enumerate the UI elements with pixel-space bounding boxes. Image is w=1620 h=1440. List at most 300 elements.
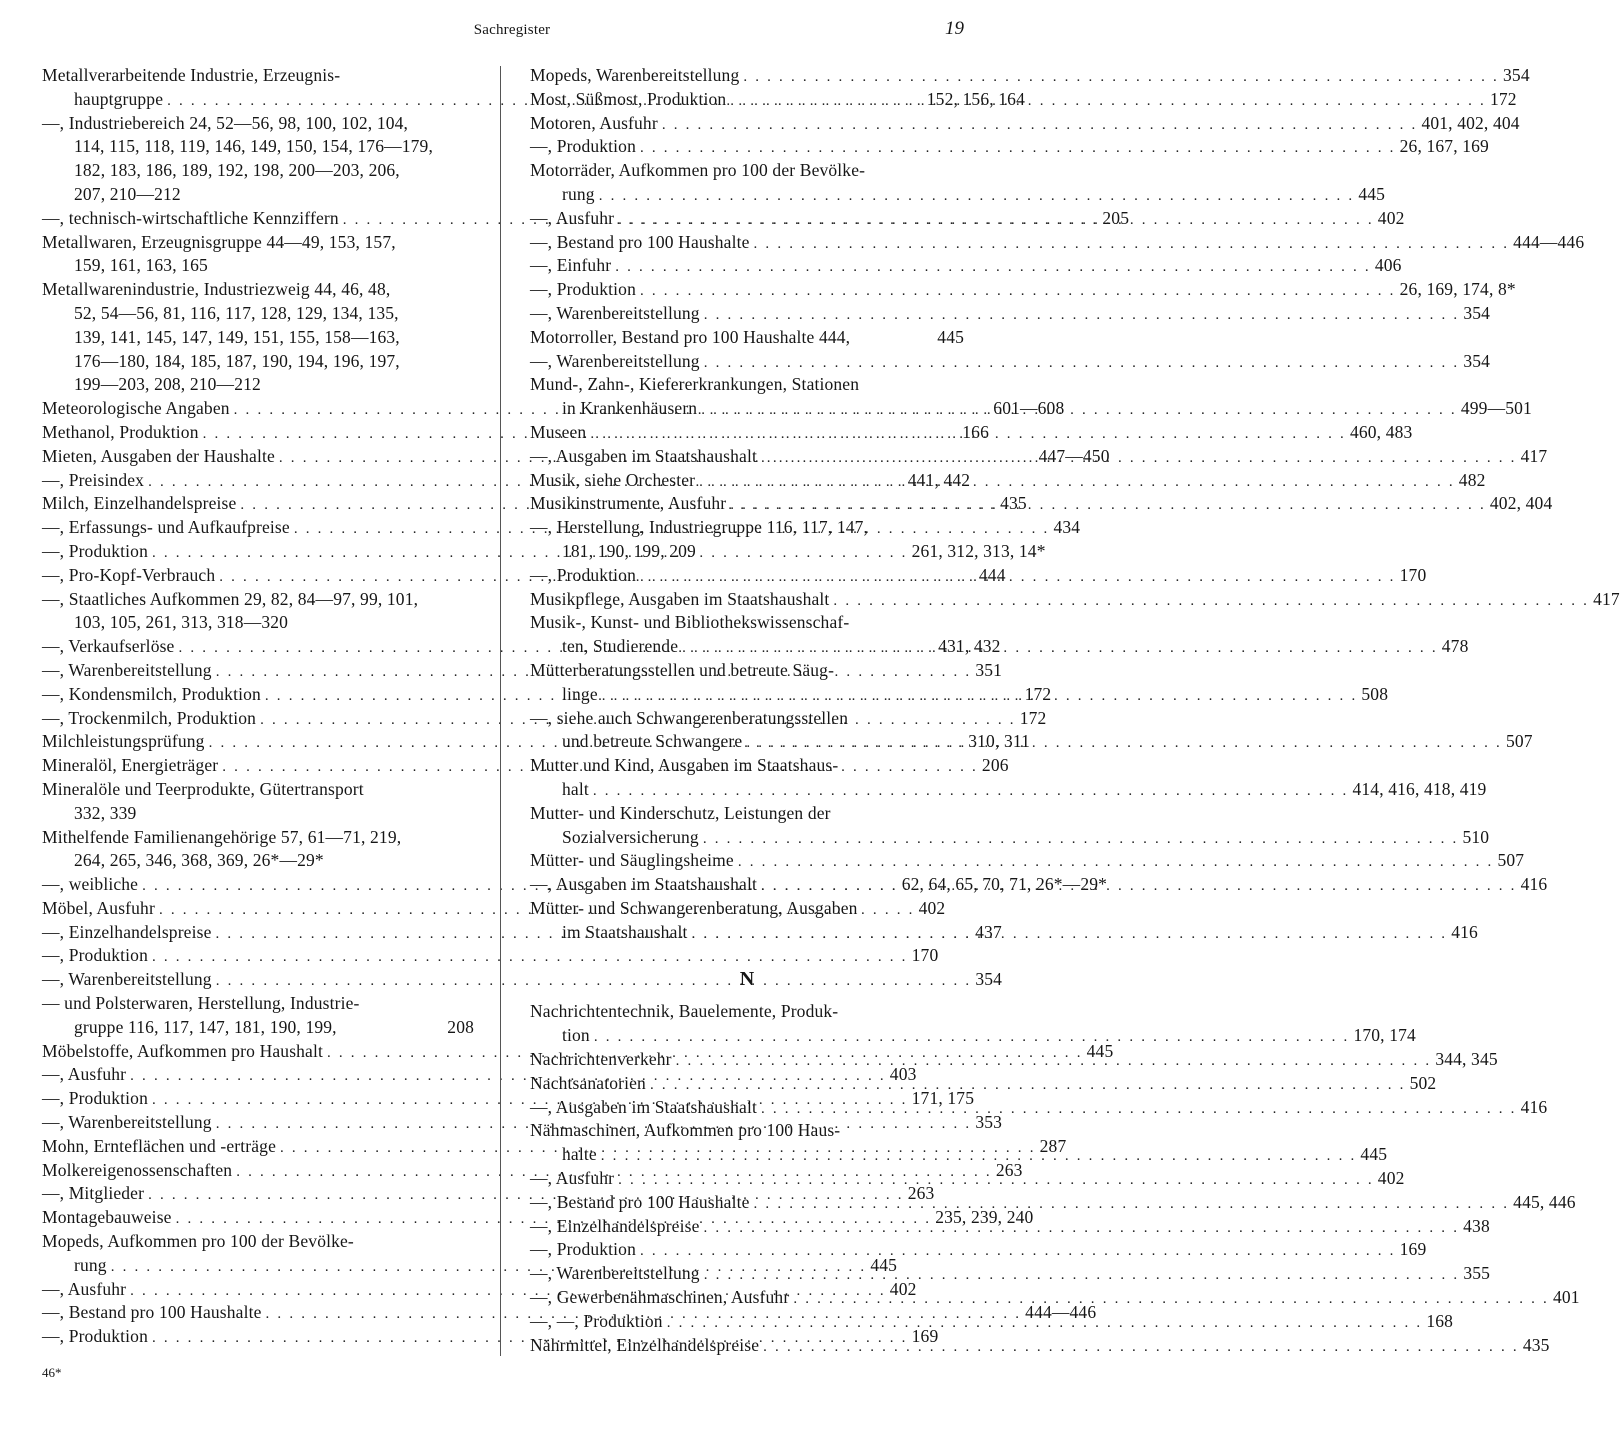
entry-page-refs: 62, 64, 65, 70, 71, 26*—29* [901, 874, 1108, 895]
index-entry-line [530, 1072, 1437, 1096]
entry-text: —, Kondensmilch, Produktion [42, 683, 261, 704]
entry-page-refs: 416 [1451, 921, 1478, 942]
entry-page-refs: 441, 442 [907, 469, 971, 490]
index-entry-line [42, 778, 474, 802]
index-entry [530, 326, 964, 350]
entry-page-refs: 172 [1019, 707, 1047, 728]
dot-leader [676, 1050, 1432, 1074]
entry-text: —, Ausfuhr [42, 1278, 127, 1299]
entry-text: Mithelfende Familienangehörige 57, 61—71, 219, [42, 826, 402, 847]
entry-text: 139, 141, 145, 147, 149, 151, 155, 158—163, [74, 326, 400, 347]
dot-leader [701, 399, 1457, 423]
index-entry-line [42, 350, 474, 374]
entry-page-refs: 169 [1399, 1239, 1427, 1260]
index-entry [530, 231, 1585, 255]
entry-page-refs: 434 [1053, 517, 1081, 538]
entry-page-refs: 414, 416, 418, 419 [1352, 778, 1487, 799]
entry-text: Nähmaschinen, Aufkommen pro 100 Haus- [530, 1120, 841, 1141]
entry-text: Motorräder, Aufkommen pro 100 der Bevölke- [530, 160, 866, 181]
section-letter-heading: N [739, 968, 755, 991]
index-entry [42, 588, 474, 636]
index-entry-line [42, 1230, 474, 1254]
entry-page-refs: 261, 312, 313, 14* [911, 540, 1046, 561]
index-entry [530, 112, 1520, 136]
index-entry [530, 588, 1620, 612]
entry-page-refs: 263 [907, 1183, 935, 1204]
index-entry-line [42, 326, 474, 350]
index-entry-line [42, 254, 474, 278]
entry-text: —, Produktion [42, 1326, 148, 1347]
entry-page-refs: 417 [1593, 588, 1620, 609]
entry-page-refs: 482 [1458, 469, 1486, 490]
index-entry-line [530, 1238, 1427, 1262]
dot-leader [615, 256, 1371, 280]
entry-page-refs: 402 [918, 897, 946, 918]
entry-page-refs: 263 [995, 1159, 1023, 1180]
entry-text: 199—203, 208, 210—212 [74, 374, 261, 395]
entry-text: 207, 210—212 [74, 183, 181, 204]
dot-leader [730, 90, 1486, 114]
entry-page-refs: 601—608 [993, 398, 1065, 419]
entry-text: 182, 183, 186, 189, 192, 198, 200—203, 206, [74, 160, 400, 181]
entry-text: Milchleistungsprüfung [42, 731, 205, 752]
entry-text: im Staatshaushalt [562, 921, 688, 942]
index-entry-line [530, 1000, 964, 1024]
index-entry [530, 1072, 1437, 1096]
index-entry-line [530, 707, 964, 731]
index-entry-line [42, 588, 474, 612]
index-entry-line [42, 112, 474, 136]
dot-leader [593, 780, 1349, 804]
dot-leader [754, 233, 1510, 257]
index-entry [530, 1000, 1416, 1048]
index-entry-line [530, 1262, 1491, 1286]
entry-text: Metallverarbeitende Industrie, Erzeugnis- [42, 65, 341, 85]
entry-text: Möbelstoffe, Aufkommen pro Haushalt [42, 1040, 323, 1061]
entry-page-refs: 438 [1463, 1215, 1490, 1236]
index-entry [42, 231, 474, 279]
entry-page-refs: 508 [1361, 683, 1389, 704]
dot-leader [746, 732, 1502, 756]
entry-text: Museen [530, 421, 587, 442]
index-entry-line [42, 802, 474, 826]
index-entry-line [530, 897, 964, 921]
entry-page-refs: 499—501 [1460, 398, 1532, 419]
index-entry-line [530, 64, 1530, 88]
entry-page-refs: 445 [1360, 1144, 1388, 1165]
entry-page-refs: 401 [1552, 1287, 1580, 1308]
entry-page-refs: 354 [1503, 65, 1530, 85]
index-entry-line [530, 302, 1491, 326]
entry-text: 264, 265, 346, 368, 369, 26*—29* [74, 850, 324, 871]
dot-leader [692, 923, 1448, 947]
entry-text: Most, Süßmost, Produktion [530, 88, 727, 109]
entry-text: Motoren, Ausfuhr [530, 112, 658, 133]
index-entry-line [530, 183, 1386, 207]
index-entry [530, 516, 964, 564]
index-entry [42, 778, 474, 826]
index-entry-line [530, 516, 964, 540]
index-entry-line [530, 350, 1491, 374]
entry-text: 114, 115, 118, 119, 146, 149, 150, 154, 176—179, [74, 136, 433, 157]
dot-leader [601, 1145, 1357, 1169]
index-entry-line [530, 135, 1489, 159]
entry-page-refs: 507 [1497, 850, 1525, 871]
dot-leader [590, 423, 1346, 447]
entry-page-refs: 401, 402, 404 [1421, 112, 1520, 133]
entry-page-refs: 168 [1426, 1310, 1454, 1331]
entry-text: Mutter und Kind, Ausgaben im Staatshaus- [530, 755, 839, 776]
entry-text: —, Produktion [530, 1239, 636, 1260]
running-header: Sachregister [473, 22, 551, 38]
entry-text: —, Trockenmilch, Produktion [42, 707, 257, 728]
index-entry [530, 302, 1491, 326]
index-entry-line [42, 302, 474, 326]
index-entry [530, 1238, 1427, 1262]
dot-leader [704, 352, 1460, 376]
entry-page-refs: 310, 311 [968, 731, 1031, 752]
entry-text: Sozialversicherung [562, 826, 699, 847]
entry-page-refs: 435 [1000, 493, 1027, 514]
entry-text: —, Bestand pro 100 Haushalte [530, 1191, 750, 1212]
entry-text: 181, 190, 199, 209 [562, 540, 696, 561]
entry-text: Nachtsanatorien [530, 1072, 646, 1093]
entry-text: Molkereigenossenschaften [42, 1159, 233, 1180]
entry-text: —, Einzelhandelspreise [42, 921, 212, 942]
entry-text: Montagebauweise [42, 1207, 172, 1228]
entry-page-refs: 445 [1086, 1040, 1114, 1061]
entry-text: Mohn, Ernteflächen und -erträge [42, 1135, 276, 1156]
dot-leader [761, 875, 1517, 899]
entry-page-refs: 351 [975, 659, 1003, 680]
index-entry [530, 1286, 1580, 1310]
entry-page-refs: 170 [1399, 564, 1427, 585]
index-entry [42, 278, 474, 397]
entry-text: —, Preisindex [42, 469, 145, 490]
entry-page-refs: 460, 483 [1349, 421, 1413, 442]
entry-text: Mineralöl, Energieträger [42, 755, 219, 776]
entry-text: 103, 105, 261, 313, 318—320 [74, 612, 289, 633]
entry-text: —, technisch-wirtschaftliche Kennziffern [42, 207, 339, 228]
index-entry [42, 968, 1003, 992]
entry-text: —, Produktion [530, 564, 636, 585]
entry-text: Musikpflege, Ausgaben im Staatshaushalt [530, 588, 830, 609]
entry-text: —, siehe auch Schwangerenberatungsstellen [530, 707, 849, 728]
index-entry-line [42, 944, 939, 968]
entry-text: Methanol, Produktion [42, 421, 199, 442]
index-entry-line [530, 159, 964, 183]
entry-text: —, Ausfuhr [530, 1168, 615, 1189]
entry-text: —, —, Produktion [530, 1310, 663, 1331]
entry-text: Musik, siehe Orchester [530, 469, 696, 490]
entry-text: Mütterberatungsstellen und betreute Säug- [530, 659, 835, 680]
index-entry-line [530, 778, 1487, 802]
entry-page-refs: 235, 239, 240 [935, 1207, 1034, 1228]
index-entry [42, 992, 474, 1040]
entry-text: —, Mitglieder [42, 1183, 145, 1204]
entry-text: —, Produktion [530, 279, 636, 300]
entry-page-refs: 402, 404 [1489, 493, 1553, 514]
index-entry-line [530, 588, 1620, 612]
entry-text: gruppe 116, 117, 147, 181, 190, 199, [74, 1016, 337, 1037]
entry-text: —, weibliche [42, 874, 139, 895]
index-entry-line [42, 849, 474, 873]
index-entry-line [42, 1016, 474, 1040]
dot-leader [704, 1217, 1460, 1241]
entry-text: Nachrichtentechnik, Bauelemente, Produk- [530, 1001, 839, 1022]
entry-text: —, Ausgaben im Staatshaushalt [530, 445, 757, 466]
dot-leader [704, 304, 1460, 328]
dot-leader [640, 137, 1396, 161]
entry-page-refs: 437 [975, 921, 1002, 942]
index-entry-line [530, 1191, 1576, 1215]
index-entry [530, 135, 1489, 159]
index-entry-line [530, 326, 964, 350]
entry-text: —, Herstellung, Industriegruppe 116, 117, 147, [530, 517, 869, 538]
entry-text: Nachrichtenverkehr [530, 1049, 672, 1070]
index-entry-line [530, 112, 1520, 136]
entry-page-refs: 169 [911, 1326, 939, 1347]
dot-leader [704, 1264, 1460, 1288]
index-entry [530, 849, 1525, 873]
index-entry-line [530, 659, 964, 683]
entry-page-refs: 26, 169, 174, 8* [1399, 279, 1516, 300]
dot-leader [754, 1193, 1510, 1217]
entry-page-refs: 172 [1024, 683, 1052, 704]
entry-page-refs: 502 [1409, 1072, 1437, 1093]
index-entry-line [530, 826, 1490, 850]
index-entry-line [530, 254, 1402, 278]
entry-text: —, Produktion [42, 945, 148, 966]
entry-text: —, Bestand pro 100 Haushalte [530, 231, 750, 252]
index-entry [42, 944, 939, 968]
index-entry [530, 254, 1402, 278]
entry-text: Mütter- und Säuglingsheime [530, 850, 734, 871]
index-entry [530, 1191, 1576, 1215]
entry-text: —, Erfassungs- und Aufkaufpreise [42, 517, 290, 538]
entry-text: linge [562, 683, 598, 704]
entry-text: ten, Studierende [562, 636, 679, 657]
entry-text: —, Bestand pro 100 Haushalte [42, 1302, 262, 1323]
entry-page-refs: 344, 345 [1435, 1049, 1498, 1070]
index-entry-line [530, 231, 1585, 255]
entry-text: Mopeds, Aufkommen pro 100 der Bevölke- [42, 1231, 354, 1252]
index-entry-line [530, 469, 1486, 493]
index-entry-line [42, 159, 474, 183]
dot-leader [682, 637, 1438, 661]
index-entry [530, 1334, 1550, 1358]
entry-page-refs: 354 [975, 969, 1003, 990]
entry-page-refs: 26, 167, 169 [1399, 136, 1489, 157]
entry-text: —, Ausfuhr [530, 207, 615, 228]
dot-leader [599, 185, 1355, 209]
entry-page-refs: 406 [1374, 255, 1402, 276]
index-entry-line [530, 1024, 1416, 1048]
entry-page-refs: 353 [975, 1112, 1003, 1133]
entry-page-refs: 208 [447, 1016, 474, 1037]
dot-leader [650, 1074, 1406, 1098]
dot-leader [594, 1026, 1350, 1050]
entry-text: Mund-, Zahn-, Kiefererkrankungen, Stationen [530, 374, 860, 395]
entry-page-refs: 510 [1462, 826, 1490, 847]
entry-text: Milch, Einzelhandelspreise [42, 493, 237, 514]
dot-leader [602, 685, 1358, 709]
entry-text: hauptgruppe [74, 88, 164, 109]
entry-text: Metallwaren, Erzeugnisgruppe 44—49, 153, 157, [42, 231, 396, 252]
entry-page-refs: 354 [1463, 350, 1491, 371]
entry-text: —, Ausgaben im Staatshaushalt [530, 874, 757, 895]
entry-text: 332, 339 [74, 802, 137, 823]
entry-page-refs: 445 [870, 1254, 898, 1275]
entry-text: —, Ausgaben im Staatshaushalt [530, 1096, 757, 1117]
dot-leader [662, 114, 1418, 138]
dot-leader [761, 1098, 1517, 1122]
entry-page-refs: 444 [978, 564, 1006, 585]
index-entry [530, 802, 1490, 850]
entry-text: —, Warenbereitstellung [530, 1263, 700, 1284]
index-entry-line [42, 231, 474, 255]
entry-text: 52, 54—56, 81, 116, 117, 128, 129, 134, 135, [74, 302, 399, 323]
entry-text: — und Polsterwaren, Herstellung, Industrie- [42, 993, 360, 1014]
entry-text: Musikinstrumente, Ausfuhr [530, 493, 727, 514]
entry-text: Möbel, Ausfuhr [42, 897, 155, 918]
entry-text: —, Verkaufserlöse [42, 636, 175, 657]
entry-text: Motorroller, Bestand pro 100 Haushalte 444, [530, 326, 851, 347]
entry-text: Musik-, Kunst- und Bibliothekswissenschaf- [530, 612, 850, 633]
index-entry [530, 1262, 1491, 1286]
footer-signature-mark: 46* [42, 1365, 62, 1380]
dot-leader [763, 1336, 1519, 1360]
entry-page-refs: 402 [1377, 207, 1405, 228]
entry-text: Meteorologische Angaben [42, 398, 230, 419]
index-entry-line [530, 1096, 1548, 1120]
dot-leader [761, 447, 1517, 471]
entry-page-refs: 171, 175 [911, 1088, 975, 1109]
entry-text: —, Einfuhr [530, 255, 612, 276]
entry-text: —, Gewerbenähmaschinen, Ausfuhr [530, 1287, 790, 1308]
entry-text: in Krankenhäusern [562, 398, 698, 419]
entry-text: Mineralöle und Teerprodukte, Gütertransport [42, 778, 364, 799]
entry-text: rung [74, 1254, 107, 1275]
entry-page-refs: 205 [1102, 207, 1130, 228]
entry-text: und betreute Schwangere [562, 731, 743, 752]
entry-text: —, Industriebereich 24, 52—56, 98, 100, 102, 104, [42, 112, 409, 133]
dot-leader [640, 566, 1396, 590]
entry-text: Nährmittel, Einzelhandelspreise [530, 1334, 760, 1355]
entry-text: Mieten, Ausgaben der Haushalte [42, 445, 275, 466]
entry-page-refs: 447—450 [1038, 445, 1110, 466]
entry-text: —, Warenbereitstellung [42, 969, 212, 990]
entry-page-refs: 402 [1377, 1168, 1405, 1189]
entry-page-refs: 403 [889, 1064, 917, 1085]
index-entry [530, 64, 1530, 88]
index-entry-line [42, 64, 474, 88]
entry-text: tion [562, 1025, 590, 1046]
index-entry-line [530, 278, 1516, 302]
entry-text: —, Pro-Kopf-Verbrauch [42, 564, 216, 585]
entry-text: Mopeds, Warenbereitstellung [530, 65, 740, 85]
entry-text: —, Warenbereitstellung [42, 1112, 212, 1133]
entry-page-refs: 435 [1522, 1334, 1550, 1355]
entry-page-refs: 445 [1358, 183, 1386, 204]
entry-text: Mütter- und Schwangerenberatung, Ausgaben [530, 897, 858, 918]
entry-page-refs: 431, 432 [938, 636, 1001, 657]
dot-leader [730, 494, 1486, 518]
entry-page-refs: 416 [1520, 1096, 1548, 1117]
dot-leader [618, 1169, 1374, 1193]
entry-page-refs: 170, 174 [1353, 1025, 1416, 1046]
index-entry-line [530, 849, 1525, 873]
index-entry-line [530, 1334, 1550, 1358]
entry-page-refs: 166 [962, 421, 989, 442]
entry-page-refs: 444—446 [1513, 231, 1585, 252]
entry-text: 159, 161, 163, 165 [74, 255, 208, 276]
index-entry-line [42, 373, 474, 397]
entry-text: —, Ausfuhr [42, 1064, 127, 1085]
entry-text: halt [562, 778, 589, 799]
index-entry-line [530, 802, 964, 826]
entry-page-refs: 417 [1520, 445, 1548, 466]
index-entry-line [530, 754, 964, 778]
index-entry-line [42, 135, 474, 159]
entry-text: —, Produktion [42, 540, 148, 561]
entry-text: Metallwarenindustrie, Industriezweig 44, 46, 48, [42, 279, 391, 300]
index-entry [530, 1096, 1548, 1120]
index-entry-line [42, 826, 474, 850]
dot-leader [699, 471, 1455, 495]
index-entry-line [42, 278, 474, 302]
index-entry-line [42, 992, 474, 1016]
column-divider [500, 66, 501, 1356]
dot-leader [793, 1288, 1549, 1312]
entry-text: —, Produktion [530, 136, 636, 157]
entry-text: —, Staatliches Aufkommen 29, 82, 84—97, 99, 101, [42, 588, 419, 609]
index-entry [530, 159, 1386, 207]
page-number: 19 [945, 18, 964, 39]
dot-leader [640, 1240, 1396, 1264]
entry-page-refs: 170 [911, 945, 939, 966]
index-entry-line [530, 1286, 1580, 1310]
entry-text: Mutter- und Kinderschutz, Leistungen der [530, 802, 831, 823]
entry-page-refs: 206 [981, 755, 1009, 776]
index-entry [42, 826, 474, 874]
entry-text: 176—180, 184, 185, 187, 190, 194, 196, 197, [74, 350, 400, 371]
index-entry-line [42, 968, 1003, 992]
entry-page-refs: 287 [1039, 1135, 1067, 1156]
entry-page-refs: 172 [1489, 88, 1517, 109]
index-entry [530, 278, 1516, 302]
entry-text: —, Warenbereitstellung [530, 302, 700, 323]
dot-leader [833, 590, 1589, 614]
entry-text: —, Einzelhandelspreise [530, 1215, 700, 1236]
index-entry [42, 112, 474, 207]
entry-page-refs: 402 [889, 1278, 917, 1299]
dot-leader [640, 280, 1396, 304]
entry-page-refs: 507 [1505, 731, 1533, 752]
entry-text: —, Warenbereitstellung [42, 659, 212, 680]
index-entry [530, 469, 1486, 493]
entry-page-refs: 445 [937, 326, 964, 347]
dot-leader [667, 1312, 1423, 1336]
entry-page-refs: 478 [1441, 636, 1469, 657]
index-entry-line [530, 540, 964, 564]
index-entry-line [530, 373, 964, 397]
entry-text: —, Produktion [42, 1088, 148, 1109]
index-entry-line [530, 611, 964, 635]
index-entry-line [42, 183, 474, 207]
entry-page-refs: 416 [1520, 874, 1548, 895]
entry-page-refs: 152, 156, 164 [926, 88, 1025, 109]
